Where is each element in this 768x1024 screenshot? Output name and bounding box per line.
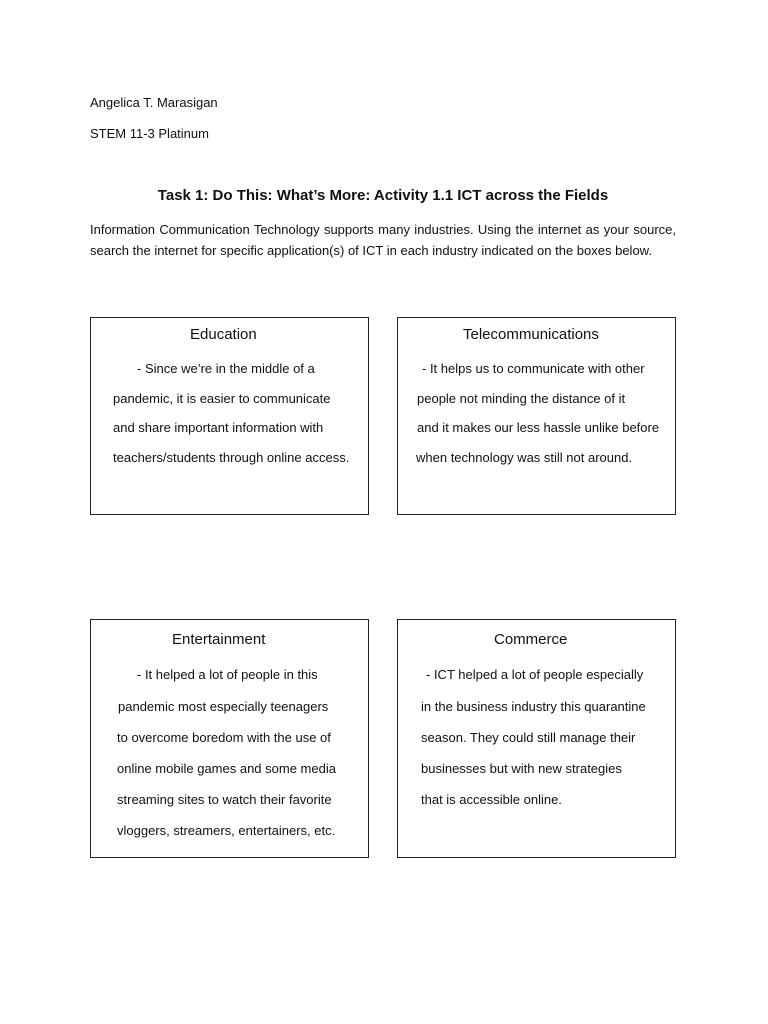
box-title-commerce: Commerce xyxy=(494,631,568,648)
commerce-line: season. They could still manage their xyxy=(421,730,636,745)
box-title-telecommunications: Telecommunications xyxy=(463,326,599,343)
commerce-line: in the business industry this quarantine xyxy=(421,699,646,714)
education-line: pandemic, it is easier to communicate xyxy=(113,391,331,406)
entertainment-line: pandemic most especially teenagers xyxy=(118,699,329,714)
education-line: and share important information with xyxy=(113,420,324,435)
entertainment-line: online mobile games and some media xyxy=(117,761,336,776)
entertainment-line: streaming sites to watch their favorite xyxy=(117,792,332,807)
telecommunications-line: people not minding the distance of it xyxy=(417,391,626,406)
author-name: Angelica T. Marasigan xyxy=(90,95,218,110)
commerce-box xyxy=(397,619,676,858)
telecommunications-line: when technology was still not around. xyxy=(416,450,633,465)
entertainment-box xyxy=(90,619,369,858)
education-line: teachers/students through online access. xyxy=(113,450,350,465)
entertainment-line: vloggers, streamers, entertainers, etc. xyxy=(117,823,336,838)
section-name: STEM 11-3 Platinum xyxy=(90,126,209,141)
box-title-education: Education xyxy=(190,326,257,343)
commerce-line: - ICT helped a lot of people especially xyxy=(426,667,644,682)
commerce-line: businesses but with new strategies xyxy=(421,761,622,776)
telecommunications-box xyxy=(397,317,676,515)
education-box xyxy=(90,317,369,515)
box-title-entertainment: Entertainment xyxy=(172,631,266,648)
commerce-line: that is accessible online. xyxy=(421,792,562,807)
entertainment-line: - It helped a lot of people in this xyxy=(137,667,318,682)
telecommunications-line: - It helps us to communicate with other xyxy=(422,361,645,376)
entertainment-line: to overcome boredom with the use of xyxy=(117,730,331,745)
education-line: - Since we’re in the middle of a xyxy=(137,361,315,376)
task-title: Task 1: Do This: What’s More: Activity 1.1 ICT across the Fields xyxy=(157,187,609,204)
telecommunications-line: and it makes our less hassle unlike before xyxy=(417,420,660,435)
task-instructions: Information Communication Technology supports many industries. Using the internet as your source, search the internet for specific application(s) of ICT in each industry indicated on the boxes below. xyxy=(90,222,676,258)
